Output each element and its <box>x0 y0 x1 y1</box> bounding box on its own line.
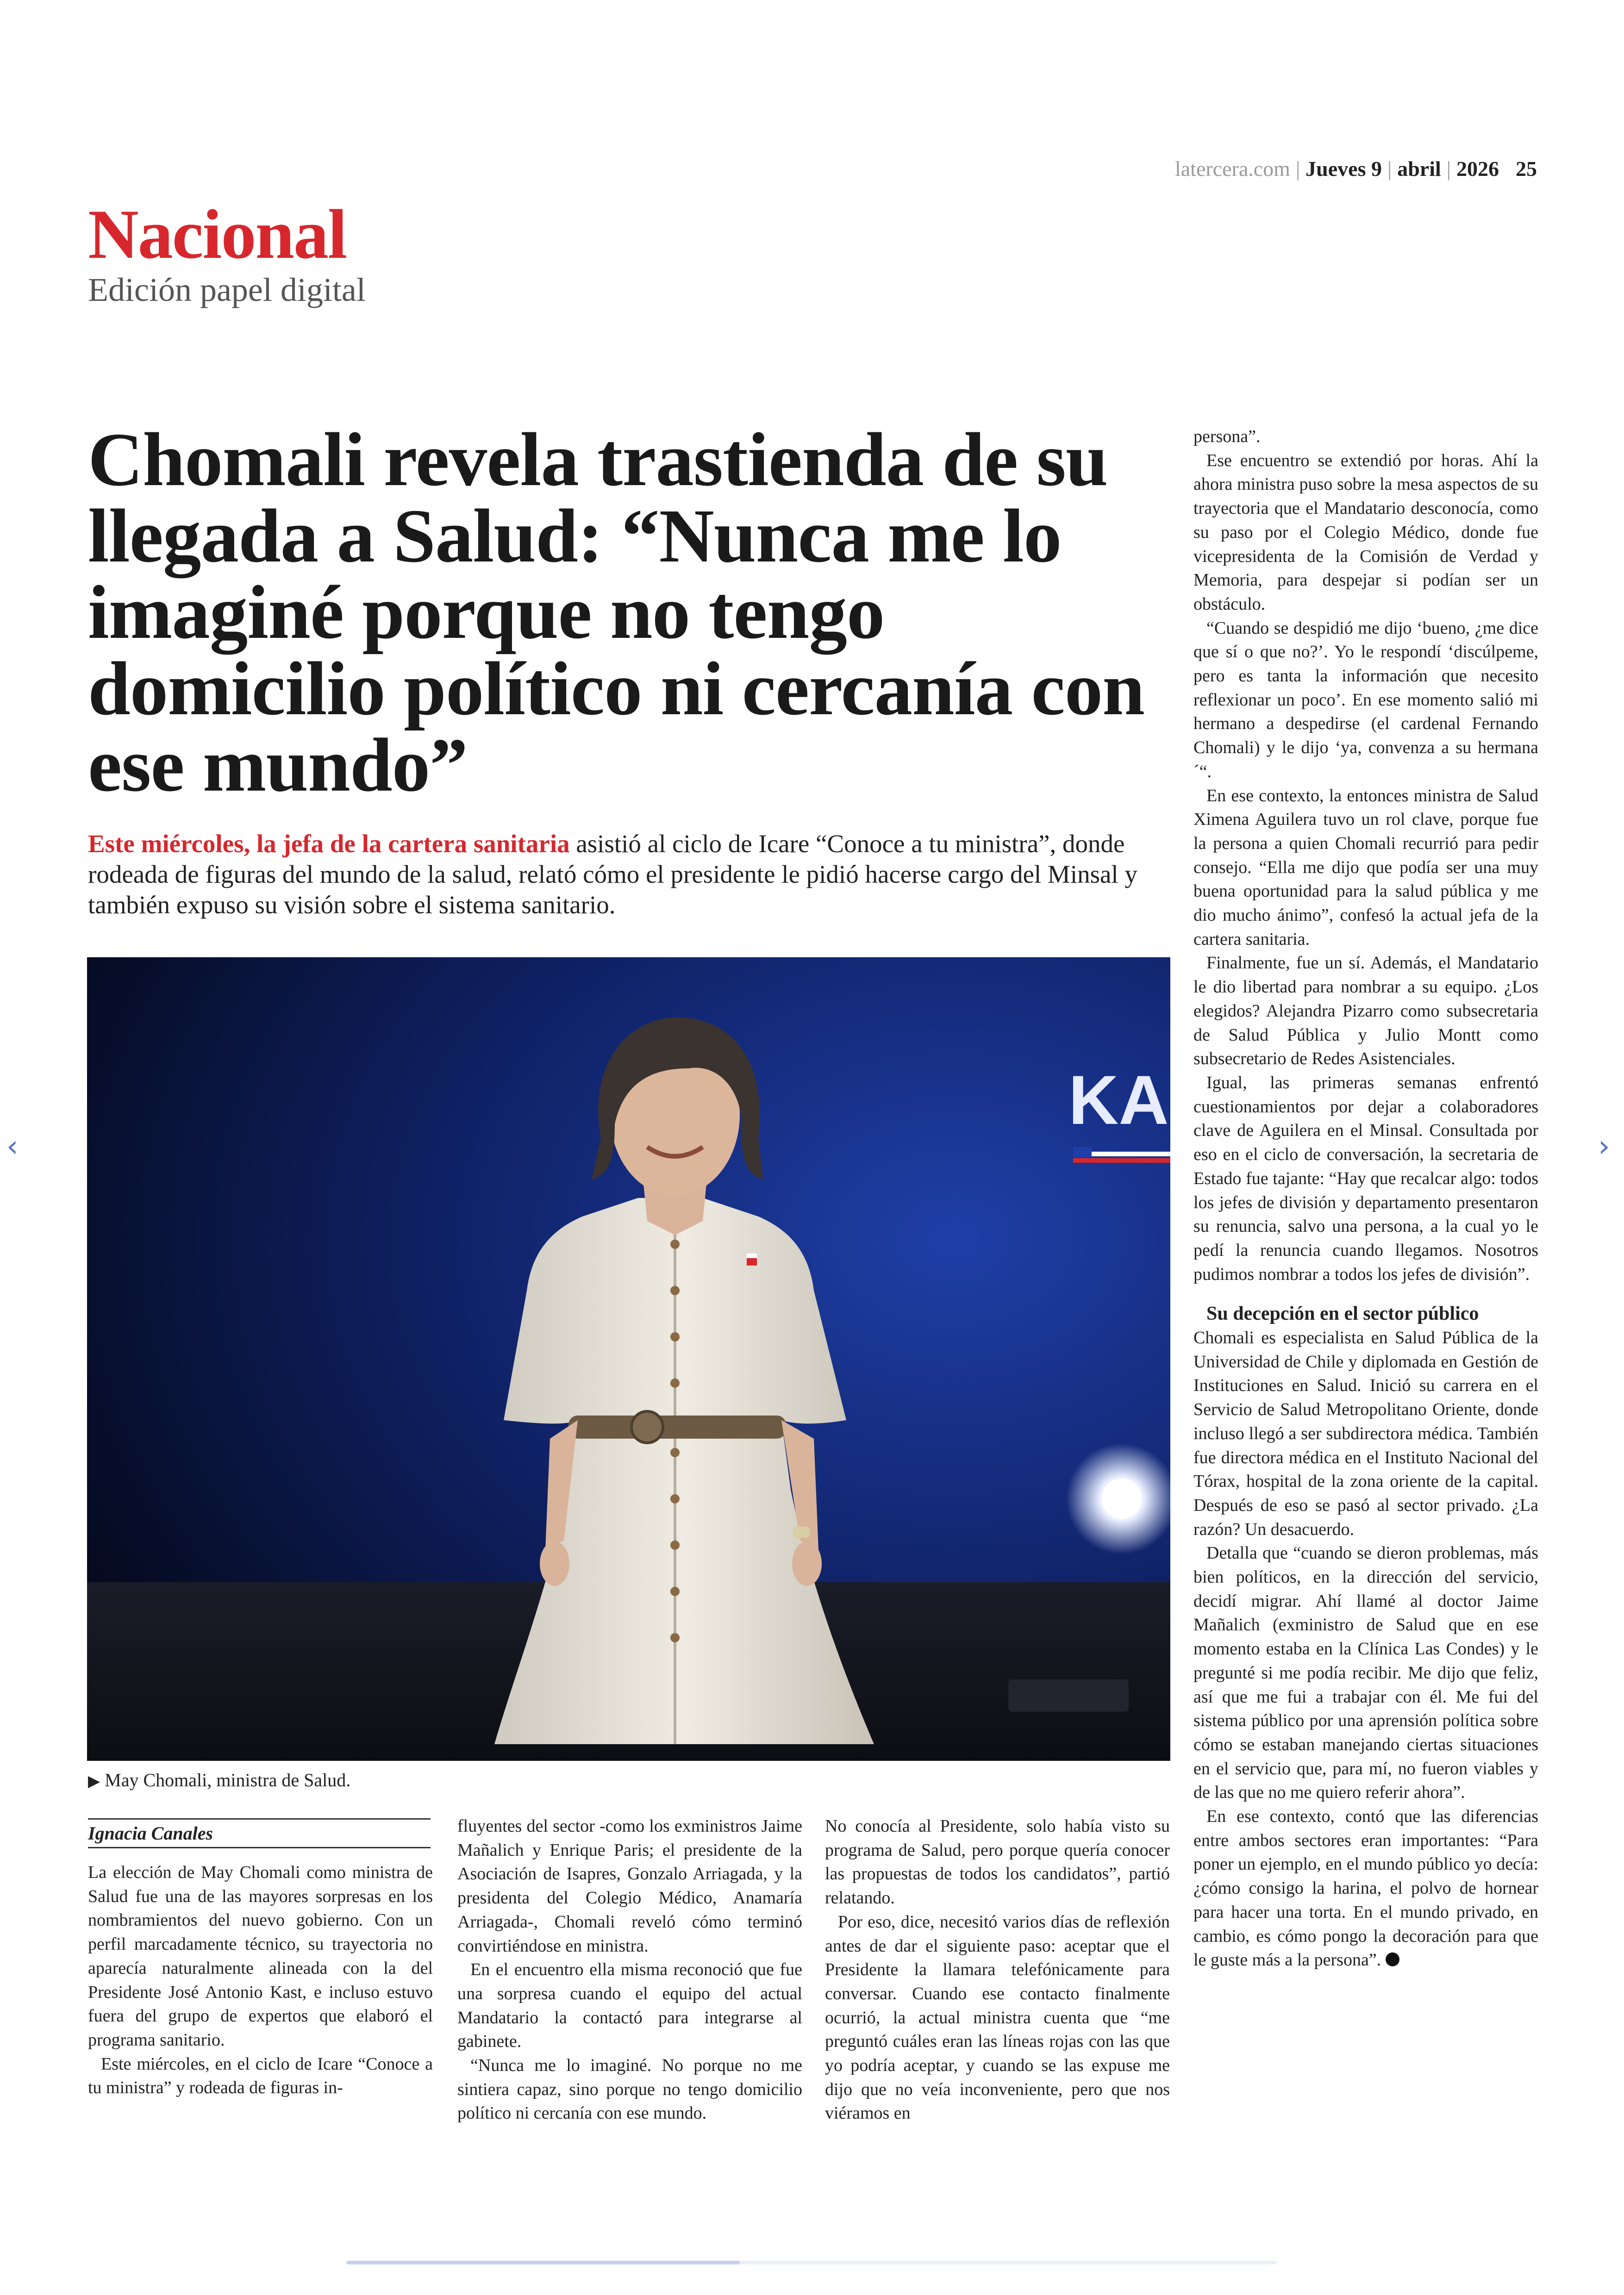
paragraph: persona”. <box>1193 427 1261 446</box>
section-title: Nacional <box>88 195 347 273</box>
header-month: abril <box>1397 157 1441 181</box>
paragraph: Finalmente, fue un sí. Además, el Mandatario le dio libertad para nombrar a su equipo. ¿Los elegidos? Alejandra Pizarro como subsecretaria de Salud Pública y Julio Montt como subsecretario de Redes Asistenciales. <box>1193 953 1538 1069</box>
paragraph: No conocía al Presidente, solo había visto su programa de Salud, pero porque quería conocer las propuestas de todos los candidatos”, partió relatando. <box>825 1816 1170 1908</box>
page-header-meta: latercera.com | Jueves 9 | abril | 2026 25 <box>1174 157 1537 181</box>
backdrop-sign-text: KA <box>1068 1061 1169 1139</box>
caption-triangle-icon: ▶ <box>88 1773 100 1790</box>
paragraph: En ese contexto, la entonces ministra de Salud Ximena Aguilera tuvo un rol clave, porque fue la persona a quien Chomali recurrió para pedir consejo. “Ella me dijo que podía ser una muy buena oportunidad para la salud pública y me dio mucho ánimo”, confesó la actual jefa de la cartera sanitaria. <box>1193 786 1538 949</box>
header-day: Jueves 9 <box>1305 157 1382 181</box>
paragraph: Igual, las primeras semanas enfrentó cuestionamientos por dejar a colaboradores clave de Aguilera en el Minsal. Consultada por eso en el ciclo de conversación, la secretaria de Estado fue tajante: “Hay que recalcar algo: todos los jefes de división y departamento presentaron su renuncia, salvo una persona, a la cual yo le pedí la renuncia cuando llegamos. Nosotros pudimos nombrar a todos los jefes de división”. <box>1193 1073 1538 1284</box>
article-column-4 <box>1193 425 1538 1972</box>
caption-text: May Chomali, ministra de Salud. <box>105 1770 351 1790</box>
paragraph: Por eso, dice, necesitó varios días de reflexión antes de dar el siguiente paso: aceptar que el Presidente la llamara telefónicamente para conversar. Cuando ese contacto finalmente ocurrió, la actual ministra cuenta que “me preguntó cuáles eran las líneas rojas con las que yo podría aceptar, y cuando se las expuse me dijo que no veía inconveniente, pero que nos viéramos en <box>825 1912 1170 2123</box>
article-column-2 <box>457 1815 802 2126</box>
article-headline: Chomali revela trastienda de su llegada a Salud: “Nunca me lo imaginé porque no tengo domicilio político ni cercanía con ese mundo” <box>88 417 1144 807</box>
page-number: 25 <box>1516 157 1537 181</box>
header-year: 2026 <box>1456 157 1499 181</box>
end-mark-icon <box>1386 1952 1399 1966</box>
chevron-left-icon[interactable]: ‹ <box>6 1129 19 1164</box>
paragraph: En el encuentro ella misma reconoció que fue una sorpresa cuando el equipo del actual Mandatario la contactó para integrarse al gabinete. <box>457 1960 802 2052</box>
paragraph: Chomali es especialista en Salud Pública de la Universidad de Chile y diplomada en Gestión de Instituciones en Salud. Inició su carrera en el Servicio de Salud Metropolitano Oriente, donde incluso llegó a ser subdirectora médica. También fue directora médica en el Instituto Nacional del Tórax, hospital de la zona oriente de la capital. Después de eso se pasó al sector privado. ¿La razón? Un desacuerdo. <box>1193 1328 1538 1539</box>
article-column-3 <box>825 1815 1170 2126</box>
paragraph: “Cuando se despidió me dijo ‘bueno, ¿me dice que sí o que no?’. Yo le respondí ‘discúlpeme, pero es tanta la información que necesito reflexionar un poco’. En ese momento salió mi hermano a despedirse (el cardenal Fernando Chomali) y le dijo ‘ya, convenza a su hermana´“. <box>1193 618 1538 781</box>
paragraph: Detalla que “cuando se dieron problemas, más bien políticos, en la dirección del servicio, decidí migrar. Ahí llamé al doctor Jaime Mañalich (exministro de Salud que en ese momento estaba en la Clínica Las Condes) y le pregunté si me podía recibir. Me dijo que feliz, así que me fui a trabajar con él. Me fui del sistema público por una aprensión política sobre cómo se estaban manejando ciertas situaciones en el servicio que, para mí, no fueron viables y de las que no me quiero referir ahora”. <box>1193 1543 1538 1802</box>
paragraph: La elección de May Chomali como ministra de Salud fue una de las mayores sorpresas en los nombramientos del nuevo gobierno. Con un perfil marcadamente técnico, su trayectoria no aparecía naturalmente alineada con la del Presidente José Antonio Kast, e incluso estuvo fuera del grupo de expertos que elaboró el programa sanitario. <box>88 1863 433 2050</box>
site-name[interactable]: latercera.com <box>1174 157 1290 181</box>
edition-label: Edición papel digital <box>88 271 366 308</box>
byline: Ignacia Canales <box>88 1818 431 1848</box>
paragraph: fluyentes del sector -como los exministros Jaime Mañalich y Enrique Paris; el presidente de la Asociación de Isapres, Gonzalo Arriagada, y la presidenta del Colegio Médico, Anamaría Arriagada-, Chomali reveló cómo terminó convirtiéndose en ministra. <box>457 1816 802 1956</box>
article-column-1 <box>88 1861 433 2100</box>
paragraph-final: En ese contexto, contó que las diferencias entre ambos sectores eran importantes: “Para poner un ejemplo, en el mundo público yo decía: ¿cómo consigo la harina, el polvo de hornear para hacer una torta. En el mundo privado, en cambio, es cómo pongo la decoración para que le guste más a la persona”. <box>1193 1807 1538 1970</box>
lead-highlight: Este miércoles, la jefa de la cartera sanitaria <box>88 829 570 858</box>
article-subhead: Su decepción en el sector público <box>1206 1303 1479 1325</box>
paragraph: “Nunca me lo imaginé. No porque no me sintiera capaz, sino porque no tengo domicilio político ni cercanía con ese mundo. <box>457 2056 802 2123</box>
photo-illustration <box>87 957 1170 1761</box>
photo-caption <box>88 1769 350 1791</box>
paragraph: Ese encuentro se extendió por horas. Ahí la ahora ministra puso sobre la mesa aspectos de su trayectoria que el Mandatario desconocía, como su paso por el Colegio Médico, donde fue vicepresidenta de la Comisión de Verdad y Memoria, para despejar si podían ser un obstáculo. <box>1193 450 1538 614</box>
article-lead <box>88 829 1171 920</box>
page-scroll-indicator[interactable] <box>346 2261 740 2264</box>
article-photo <box>87 957 1170 1761</box>
lead-text: asistió al ciclo de Icare “Conoce a tu ministra”, donde rodeada de figuras del mundo de la salud, relató cómo el presidente le pidió hacerse cargo del Minsal y también expuso su visión sobre el sistema sanitario. <box>88 829 1137 919</box>
paragraph: Este miércoles, en el ciclo de Icare “Conoce a tu ministra” y rodeada de figuras in- <box>88 2054 433 2098</box>
chevron-right-icon[interactable]: › <box>1598 1129 1610 1164</box>
